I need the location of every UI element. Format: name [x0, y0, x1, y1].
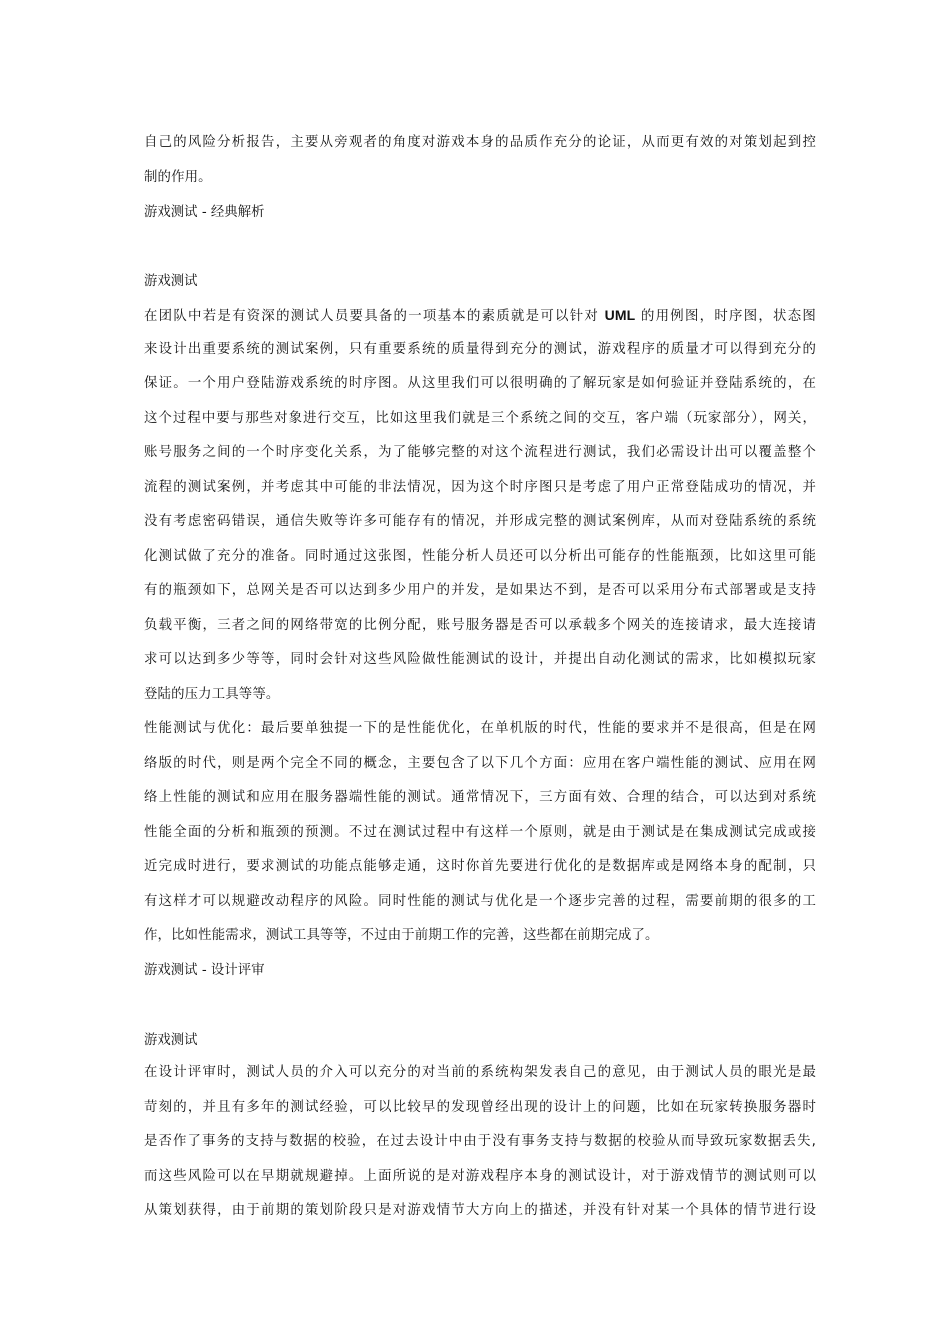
text-line: 近完成时进行，要求测试的功能点能够走通，这时你首先要进行优化的是数据库或是网络本身的配制，只: [144, 859, 816, 874]
text-line: 有这样才可以规避改动程序的风险。同时性能的测试与优化是一个逐步完善的过程，需要前期的很多的工: [144, 893, 816, 909]
text-line: 性能全面的分析和瓶颈的预测。不过在测试过程中有这样一个原则，就是由于测试是在集成测试完成或接: [144, 824, 816, 840]
section-heading: 游戏测试 - 设计评审: [144, 963, 265, 978]
text-line: 登陆的压力工具等等。: [144, 686, 280, 702]
text-line: 没有考虑密码错误，通信失败等许多可能存有的情况，并形成完整的测试案例库，从而对登陆系统的系统: [144, 514, 816, 529]
text-span: 的用例图，时序图，状态图: [640, 309, 816, 324]
body-paragraph: [144, 712, 816, 954]
text-line: 自己的风险分析报告，主要从旁观者的角度对游戏本身的品质作充分的论证，从而更有效的对策划起到控: [144, 135, 816, 150]
text-line: 求可以达到多少等等，同时会针对这些风险做性能测试的设计，并提出自动化测试的需求，比如模拟玩家: [144, 652, 816, 667]
text-span: 在团队中若是有资深的测试人员要具备的一项基本的素质就是可以针对: [144, 309, 600, 324]
uml-term: UML: [604, 307, 636, 323]
text-line: 化测试做了充分的准备。同时通过这张图，性能分析人员还可以分析出可能存的性能瓶颈，比如这里可能: [144, 548, 816, 564]
text-line: 是否作了事务的支持与数据的校验，在过去设计中由于没有事务支持与数据的校验从而导致玩家数据丢失,: [144, 1134, 816, 1149]
body-paragraph: [144, 1056, 816, 1229]
text-line: [144, 298, 816, 333]
section-heading: 游戏测试 - 经典解析: [144, 205, 265, 220]
text-line: 制的作用。: [144, 169, 212, 185]
text-line: 作，比如性能需求，测试工具等等，不过由于前期工作的完善，这些都在前期完成了。: [144, 928, 659, 943]
text-line: 络上性能的测试和应用在服务器端性能的测试。通常情况下，三方面有效、合理的结合，可以达到对系统: [144, 790, 816, 805]
text-line: 有的瓶颈如下，总网关是否可以达到多少用户的并发，是如果达不到，是否可以采用分布式部署或是支持: [144, 583, 816, 598]
text-line: 保证。一个用户登陆游戏系统的时序图。从这里我们可以很明确的了解玩家是如何验证并登陆系统的，在: [144, 376, 816, 391]
text-line: 苛刻的，并且有多年的测试经验，可以比较早的发现曾经出现的设计上的问题，比如在玩家转换服务器时: [144, 1099, 816, 1115]
text-line: 流程的测试案例，并考虑其中可能的非法情况，因为这个时序图只是考虑了用户正常登陆成功的情况，并: [144, 479, 816, 495]
text-line: 这个过程中要与那些对象进行交互，比如这里我们就是三个系统之间的交互，客户端（玩家部分），网关，: [144, 410, 816, 426]
text-line: 账号服务之间的一个时序变化关系，为了能够完整的对这个流程进行测试，我们必需设计出可以覆盖整个: [144, 445, 816, 460]
text-line: 性能测试与优化：最后要单独提一下的是性能优化，在单机版的时代，性能的要求并不是很高，但是在网: [144, 721, 816, 736]
intro-paragraph: [144, 126, 816, 195]
section-subheading: 游戏测试: [144, 1033, 198, 1048]
text-line: 从策划获得，由于前期的策划阶段只是对游戏情节大方向上的描述，并没有针对某一个具体的情节进行设: [144, 1203, 816, 1218]
section-subheading: 游戏测试: [144, 274, 198, 289]
text-line: 负载平衡，三者之间的网络带宽的比例分配，账号服务器是否可以承载多个网关的连接请求，最大连接请: [144, 617, 816, 633]
body-paragraph: [144, 298, 816, 712]
text-line: 在设计评审时，测试人员的介入可以充分的对当前的系统构架发表自己的意见，由于测试人员的眼光是最: [144, 1065, 816, 1080]
text-line: 来设计出重要系统的测试案例，只有重要系统的质量得到充分的测试，游戏程序的质量才可以得到充分的: [144, 341, 816, 357]
text-line: 络版的时代，则是两个完全不同的概念，主要包含了以下几个方面：应用在客户端性能的测试、应用在网: [144, 755, 816, 771]
text-line: 而这些风险可以在早期就规避掉。上面所说的是对游戏程序本身的测试设计，对于游戏情节的测试则可以: [144, 1168, 816, 1184]
